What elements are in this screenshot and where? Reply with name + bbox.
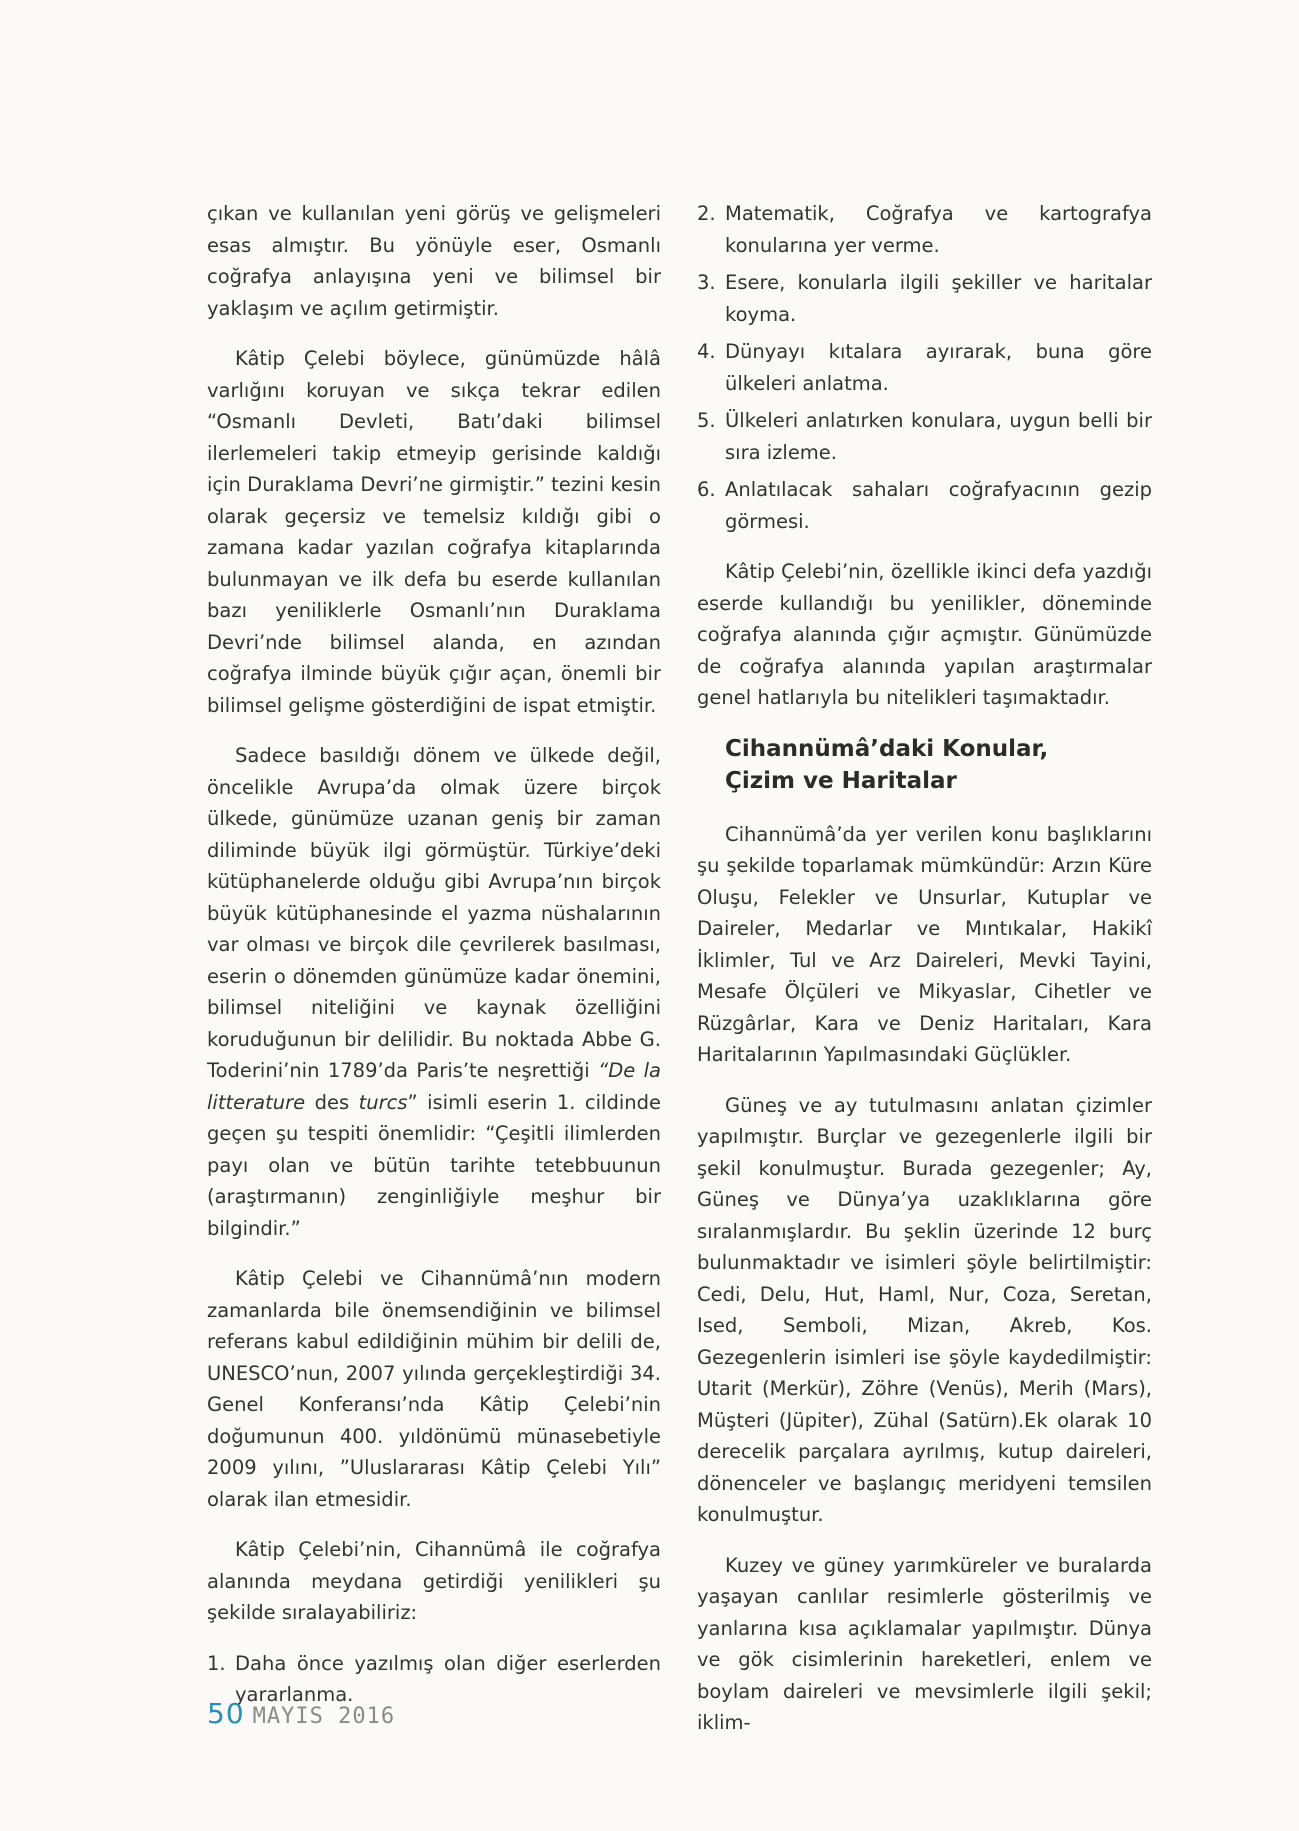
list-item-number: 6.: [697, 478, 716, 501]
paragraph-innovations-summary: Kâtip Çelebi’nin, özellikle ikinci defa yazdığı eserde kullandığı bu yenilikler, döneminde coğrafya alanında çığır açmıştır. Günümüzde de coğrafya alanında yapılan araştırmalar genel hatlarıyla bu nitelikleri taşımaktadır.: [697, 560, 1152, 709]
paragraph-unesco: Kâtip Çelebi ve Cihannümâ’nın modern zamanlarda bile önemsendiğinin ve bilimsel referans kabul edildiğinin mühim bir delili de, UNESCO’nun, 2007 yılında gerçekleştirdiği 34. Genel Konferansı’nda Kâtip Çelebi’nin doğumunun 400. yıldönümü münasebetiyle 2009 yılını, ”Uluslararası Kâtip Çelebi Yılı” olarak ilan etmesidir.: [207, 1267, 661, 1511]
list-item: [697, 267, 1152, 330]
paragraph-hemispheres: Kuzey ve güney yarımküreler ve buralarda yaşayan canlılar resimlerle gösterilmiş ve yanlarına kısa açıklamalar yapılmıştır. Dünya ve gök cisimlerinin hareketleri, enlem ve boylam daireleri ve mevsimlerle ilgili şekil; iklim-: [697, 1553, 1152, 1734]
innovations-list-part2: [697, 198, 1152, 537]
paragraph-topics: Cihannümâ’da yer verilen konu başlıklarını şu şekilde toparlamak mümkündür: Arzın Küre Oluşu, Felekler ve Unsurlar, Kutuplar ve Daireler, Medarlar ve Mıntıkalar, Hakikî İklimler, Tul ve Arz Daireleri, Mevki Tayini, Mesafe Ölçüleri ve Mikyaslar, Cihetler ve Rüzgârlar, Kara ve Deniz Haritaları, Kara Haritalarının Yapılmasındaki Güçlükler.: [697, 822, 1152, 1066]
text-segment: Sadece basıldığı dönem ve ülkede değil, öncelikle Avrupa’da olmak üzere birçok ülkede, günümüze uzanan geniş bir zaman diliminde büyük ilgi görmüştür. Türkiye’deki kütüphanelerde olduğu gibi Avrupa’nın birçok büyük kütüphanesinde el yazma nüshalarının var olması ve birçok dile çevrilerek basılması, eserin o dönemden günümüze kadar önemini, bilimsel niteliğini ve kaynak özelliğini koruduğunun bir delilidir. Bu noktada Abbe G. Toderini’nin 1789’da Paris’te neşrettiği: [207, 744, 661, 1082]
paragraph-drawings: Güneş ve ay tutulmasını anlatan çizimler yapılmıştır. Burçlar ve gezegenlerle ilgili bir şekil konulmuştur. Burada gezegenler; Ay, Güneş ve Dünya’ya uzaklıklarına göre sıralanmışlardır. Bu şeklin üzerinde 12 burç bulunmaktadır ve isimleri şöyle belirtilmiştir: Cedi, Delu, Hut, Haml, Nur, Coza, Seretan, Ised, Semboli, Mizan, Akreb, Kos. Gezegenlerin isimleri ise şöyle kaydedilmiştir: Utarit (Merkür), Zöhre (Venüs), Merih (Mars), Müşteri (Jüpiter), Zühal (Satürn).Ek olarak 10 derecelik parçalara ayrılmış, kutup daireleri, dönenceler ve başlangıç meridyeni temsilen konulmuştur.: [697, 1093, 1152, 1526]
issue-date: MAYIS 2016: [252, 1704, 396, 1729]
list-item-text: Matematik, Coğrafya ve kartografya konularına yer verme.: [725, 202, 1152, 257]
list-item-text: Ülkeleri anlatırken konulara, uygun belli bir sıra izleme.: [725, 409, 1152, 464]
list-item-number: 1.: [207, 1651, 226, 1675]
page-footer: [207, 1697, 395, 1730]
list-item-text: Anlatılacak sahaları coğrafyacının gezip görmesi.: [725, 478, 1152, 533]
list-item-number: 4.: [697, 340, 716, 363]
book-title-italic: “De la litterature: [207, 1059, 661, 1114]
list-item-text: Esere, konularla ilgili şekiller ve haritalar koyma.: [725, 271, 1152, 326]
right-column: [697, 198, 1152, 1758]
list-item-number: 2.: [697, 202, 716, 225]
list-item: [697, 474, 1152, 537]
text-segment: ” isimli eserin 1. cildinde geçen şu tespiti önemlidir: “Çeşitli ilimlerden payı olan ve bütün tarihte tetebbuunun (araştırmanın) zenginliğiyle meşhur bir bilgindir.”: [207, 1090, 661, 1240]
list-item-text: Dünyayı kıtalara ayırarak, buna göre ülkeleri anlatma.: [725, 340, 1152, 395]
list-item-number: 3.: [697, 271, 716, 294]
section-heading: [725, 733, 1152, 797]
left-column: [207, 198, 661, 1730]
book-title-italic: turcs: [358, 1090, 408, 1114]
paragraph-intro-continued: çıkan ve kullanılan yeni görüş ve gelişmeleri esas almıştır. Bu yönüyle eser, Osmanlı coğrafya anlayışına yeni ve bilimsel bir yaklaşım ve açılım getirmiştir.: [207, 202, 661, 320]
text-segment: des: [305, 1090, 359, 1114]
list-item-text: Daha önce yazılmış olan diğer eserlerden yararlanma.: [235, 1651, 661, 1706]
paragraph-european-interest: [207, 740, 661, 1244]
list-item: [697, 336, 1152, 399]
page-number: 50: [207, 1697, 245, 1730]
list-item: [697, 405, 1152, 468]
paragraph-katip-celebi-thesis: Kâtip Çelebi böylece, günümüzde hâlâ varlığını koruyan ve sıkça tekrar edilen “Osmanlı Devleti, Batı’daki bilimsel ilerlemeleri takip etmeyip gerisinde kaldığı için Duraklama Devri’ne girmiştir.” tezini kesin olarak geçersiz ve temelsiz kıldığı gibi o zamana kadar yazılan coğrafya kitaplarında bulunmayan ve ilk defa bu eserde kullanılan bazı yeniliklerle Osmanlı’nın Duraklama Devri’nde bilimsel alanda, en azından coğrafya ilminde büyük çığır açan, önemli bir bilimsel gelişme gösterdiğini de ispat etmiştir.: [207, 347, 661, 717]
paragraph-innovations-intro: Kâtip Çelebi’nin, Cihannümâ ile coğrafya alanında meydana getirdiği yenilikleri şu şekilde sıralayabiliriz:: [207, 1538, 661, 1624]
list-item: [697, 198, 1152, 261]
section-heading-line: Çizim ve Haritalar: [725, 767, 957, 794]
list-item-number: 5.: [697, 409, 716, 432]
section-heading-line: Cihannümâ’daki Konular,: [725, 735, 1049, 762]
